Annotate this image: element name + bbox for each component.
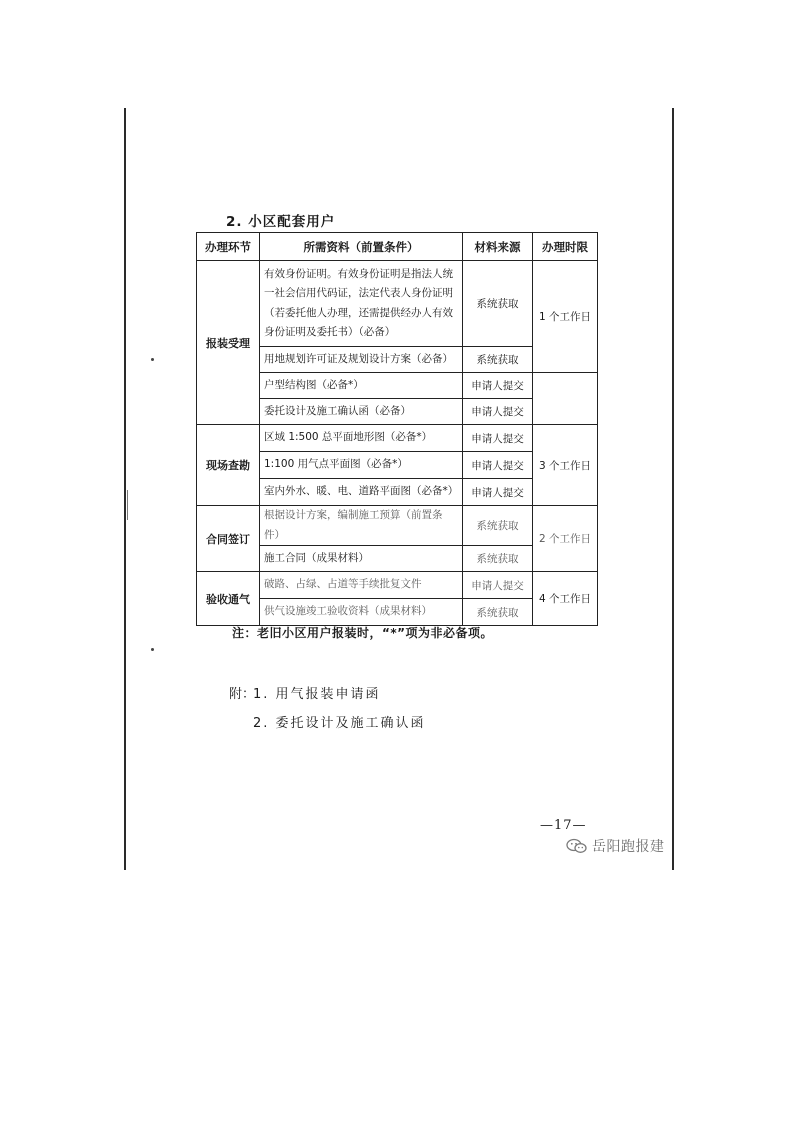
- watermark-text: 岳阳跑报建: [592, 839, 665, 855]
- header-materials: 所需资料（前置条件）: [260, 233, 463, 261]
- page-scan-edge-right: [672, 108, 674, 870]
- watermark: [566, 836, 665, 856]
- time-limit-cell-blank: [533, 373, 598, 425]
- header-time-limit: 办理时限: [533, 233, 598, 261]
- scan-speck: [151, 648, 154, 651]
- material-cell: 施工合同（成果材料）: [260, 546, 463, 572]
- source-cell: 申请人提交: [463, 452, 533, 479]
- material-cell: 有效身份证明。有效身份证明是指法人统一社会信用代码证，法定代表人身份证明（若委托他人办理，还需提供经办人有效身份证明及委托书）（必备）: [260, 261, 463, 347]
- material-cell: 区域 1:500 总平面地形图（必备*）: [260, 425, 463, 452]
- header-stage: 办理环节: [197, 233, 260, 261]
- time-limit-cell: 4 个工作日: [533, 572, 598, 626]
- section-title: 2. 小区配套用户: [226, 214, 336, 230]
- source-cell: 申请人提交: [463, 479, 533, 506]
- source-cell: 系统获取: [463, 546, 533, 572]
- process-table: [196, 232, 598, 626]
- material-cell: 室内外水、暖、电、道路平面图（必备*）: [260, 479, 463, 506]
- stage-cell: 验收通气: [197, 572, 260, 626]
- header-source: 材料来源: [463, 233, 533, 261]
- page-number: —17—: [540, 818, 587, 833]
- table-row: [197, 506, 598, 546]
- time-limit-cell: 2 个工作日: [533, 506, 598, 572]
- attachment-item: 2. 委托设计及施工确认函: [253, 716, 426, 731]
- attachment-item: 1. 用气报装申请函: [253, 687, 381, 702]
- source-cell: 系统获取: [463, 599, 533, 626]
- stage-cell: 现场查勘: [197, 425, 260, 506]
- stage-cell: 合同签订: [197, 506, 260, 572]
- stage-cell: 报装受理: [197, 261, 260, 425]
- table-header-row: [197, 233, 598, 261]
- table-row: [197, 425, 598, 452]
- time-limit-cell: 1 个工作日: [533, 261, 598, 373]
- page-scan-mark: [127, 490, 128, 520]
- material-cell: 户型结构图（必备*）: [260, 373, 463, 399]
- source-cell: 申请人提交: [463, 373, 533, 399]
- source-cell: 系统获取: [463, 347, 533, 373]
- table-row: [197, 261, 598, 347]
- wechat-icon: [566, 838, 588, 854]
- material-cell: 1:100 用气点平面图（必备*）: [260, 452, 463, 479]
- material-cell: 供气设施竣工验收资料（成果材料）: [260, 599, 463, 626]
- source-cell: 申请人提交: [463, 399, 533, 425]
- time-limit-cell: 3 个工作日: [533, 425, 598, 506]
- material-cell: 根据设计方案，编制施工预算（前置条件）: [260, 506, 463, 546]
- material-cell: 用地规划许可证及规划设计方案（必备）: [260, 347, 463, 373]
- attachments-label: 附：: [229, 687, 256, 702]
- page-scan-edge-left: [124, 108, 126, 870]
- source-cell: 系统获取: [463, 506, 533, 546]
- source-cell: 系统获取: [463, 261, 533, 347]
- source-cell: 申请人提交: [463, 572, 533, 599]
- source-cell: 申请人提交: [463, 425, 533, 452]
- material-cell: 委托设计及施工确认函（必备）: [260, 399, 463, 425]
- scan-speck: [151, 358, 154, 361]
- footnote: 注：老旧小区用户报装时，“*”项为非必备项。: [232, 626, 494, 640]
- material-cell: 破路、占绿、占道等手续批复文件: [260, 572, 463, 599]
- table-row: [197, 572, 598, 599]
